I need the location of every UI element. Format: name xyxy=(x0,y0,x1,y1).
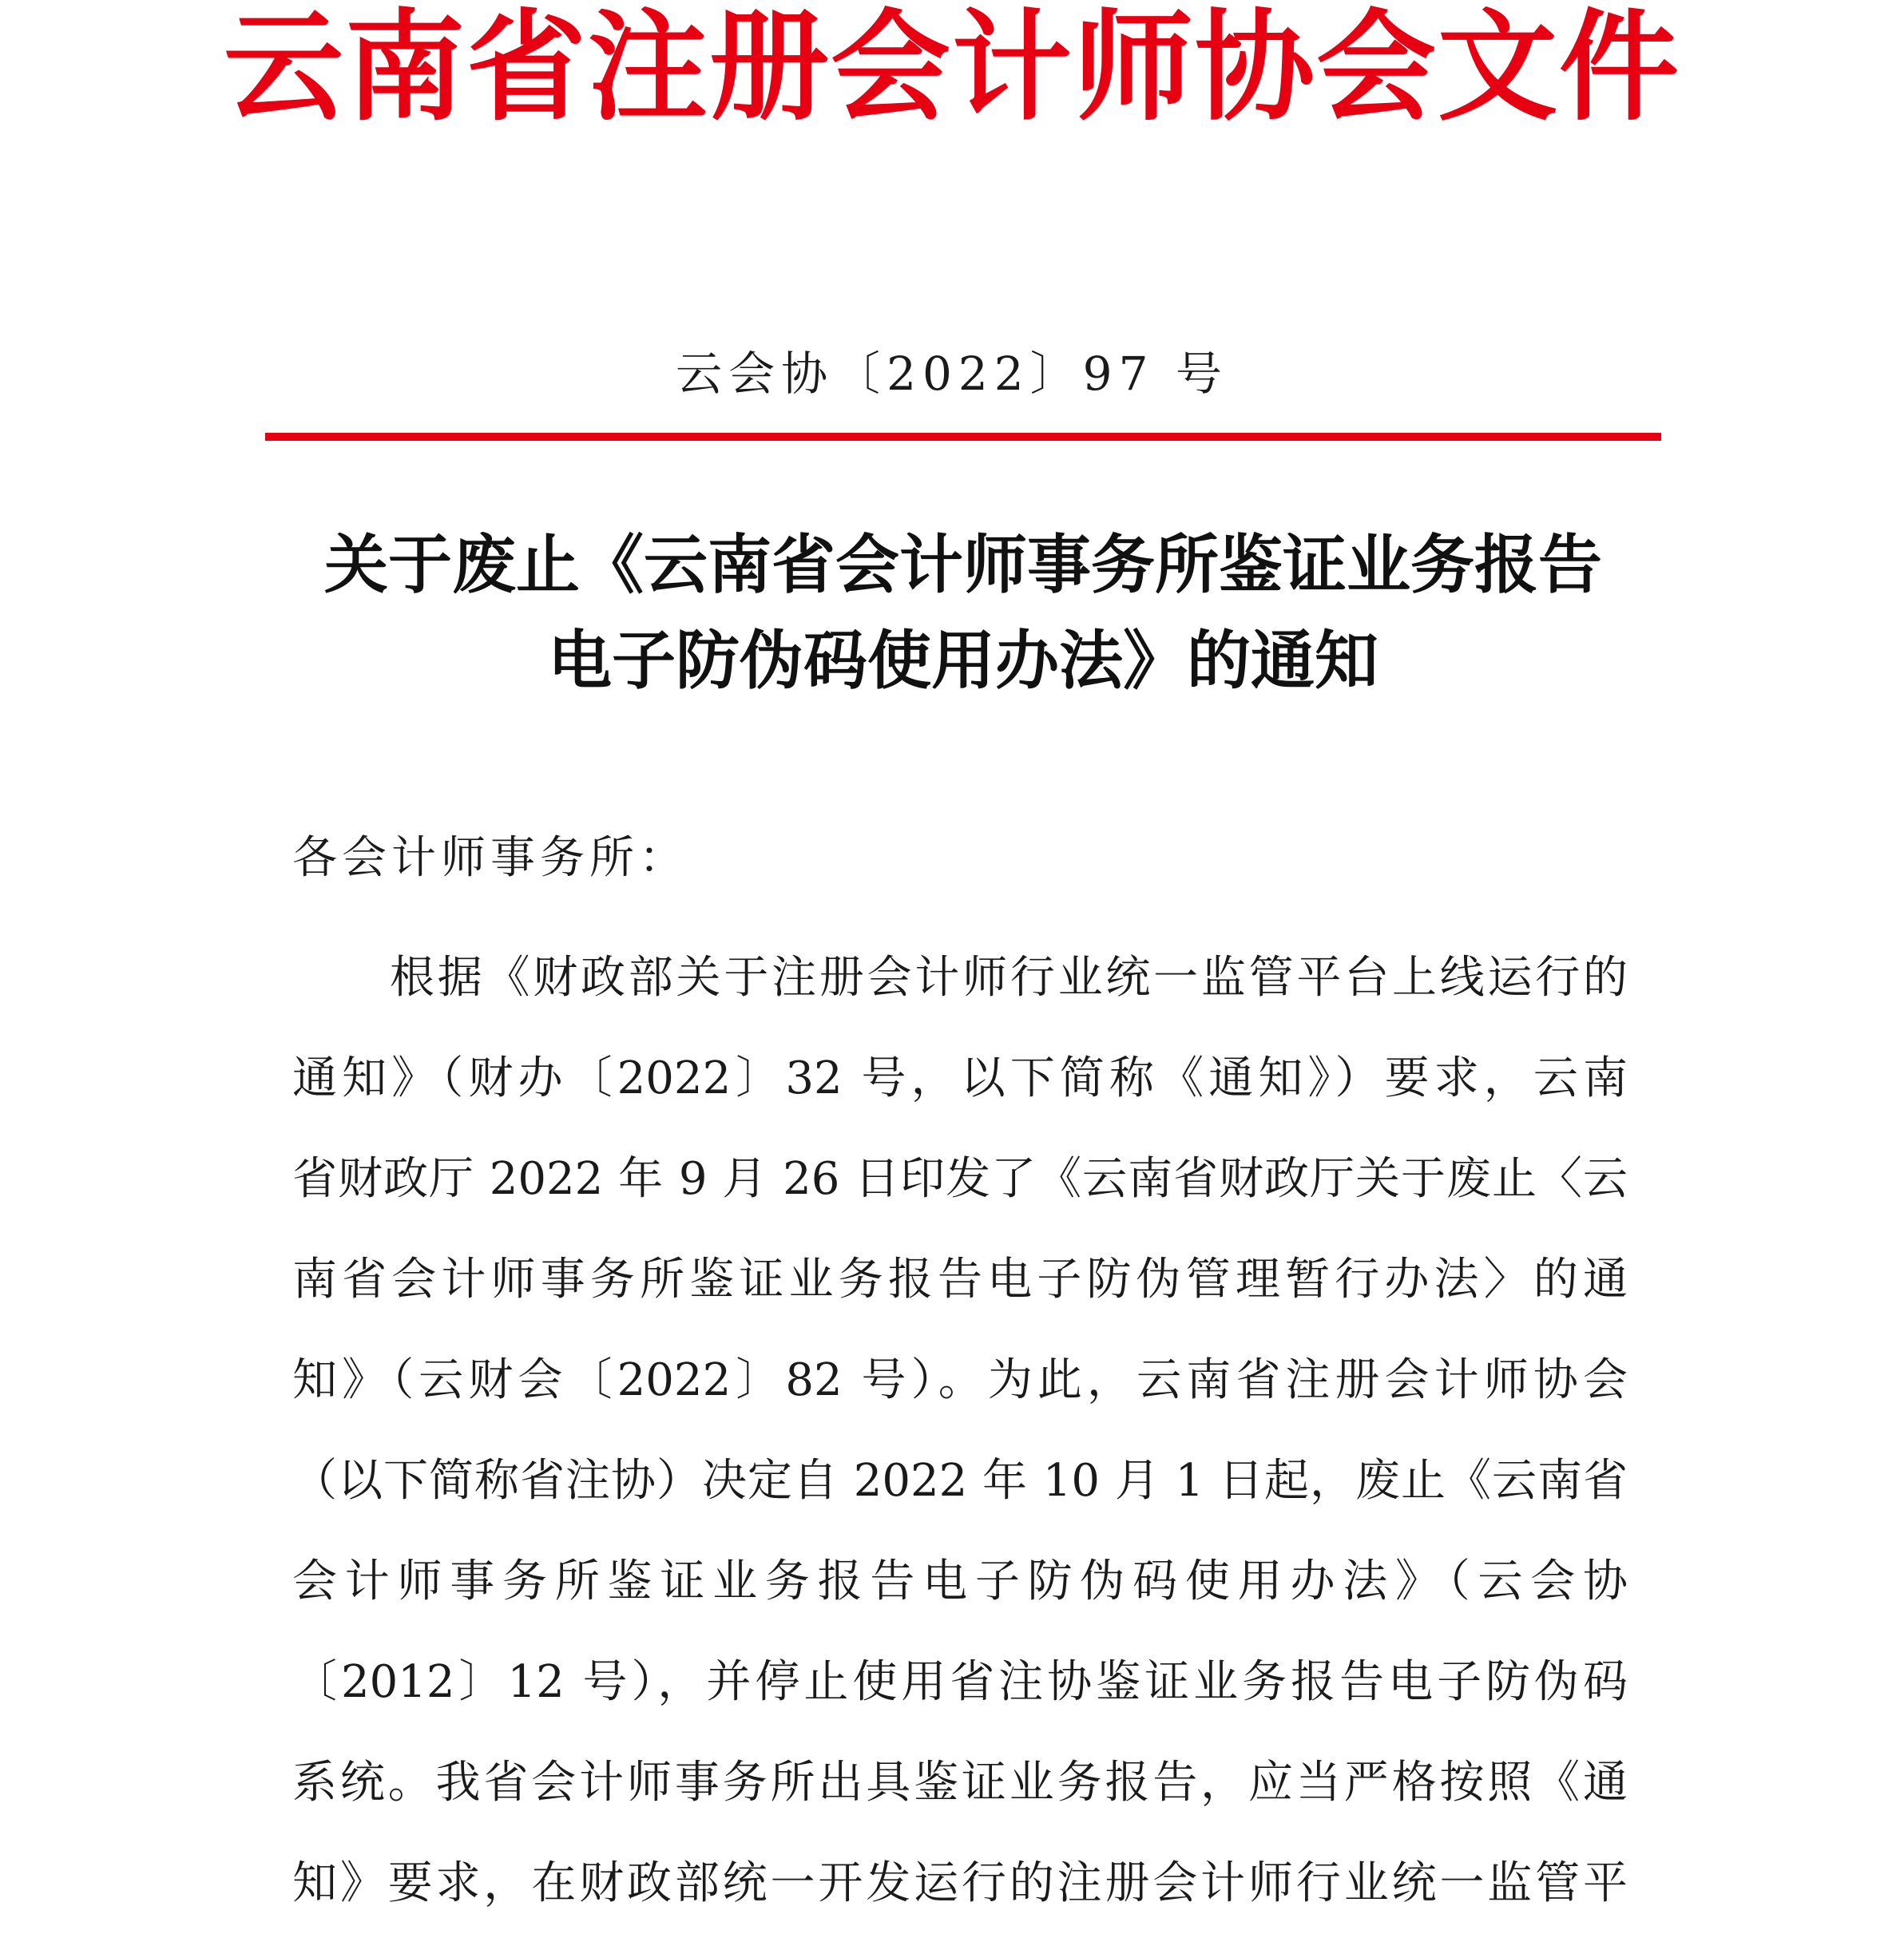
salutation: 各会计师事务所： xyxy=(292,832,688,884)
body-line: 系统。我省会计师事务所出具鉴证业务报告，应当严格按照《通 xyxy=(292,1757,1628,1809)
body-line: 通知》（财办〔2022〕32 号，以下简称《通知》）要求，云南 xyxy=(292,1052,1628,1104)
masthead-title: 云南省注册会计师协会文件 xyxy=(223,0,1680,137)
body-line: （以下简称省注协）决定自 2022 年 10 月 1 日起，废止《云南省 xyxy=(292,1455,1628,1507)
body-line: 根据《财政部关于注册会计师行业统一监管平台上线运行的 xyxy=(390,952,1628,1004)
body-line: 会计师事务所鉴证业务报告电子防伪码使用办法》（云会协 xyxy=(292,1556,1628,1607)
body-text xyxy=(292,928,1628,1934)
document-number: 云会协〔2022〕97 号 xyxy=(676,347,1228,401)
body-line: 南省会计师事务所鉴证业务报告电子防伪管理暂行办法〉的通 xyxy=(292,1254,1628,1306)
notice-title-line-2: 电子防伪码使用办法》的通知 xyxy=(548,624,1378,698)
body-line: 省财政厅 2022 年 9 月 26 日印发了《云南省财政厅关于废止〈云 xyxy=(292,1153,1628,1205)
red-divider-line xyxy=(265,433,1661,441)
notice-title xyxy=(265,517,1661,709)
notice-title-line-1: 关于废止《云南省会计师事务所鉴证业务报告 xyxy=(324,528,1602,602)
body-line: 知》（云财会〔2022〕82 号）。为此，云南省注册会计师协会 xyxy=(292,1354,1628,1406)
body-line: 知》要求，在财政部统一开发运行的注册会计师行业统一监管平 xyxy=(292,1857,1628,1909)
body-line: 〔2012〕12 号），并停止使用省注协鉴证业务报告电子防伪码 xyxy=(292,1656,1628,1708)
